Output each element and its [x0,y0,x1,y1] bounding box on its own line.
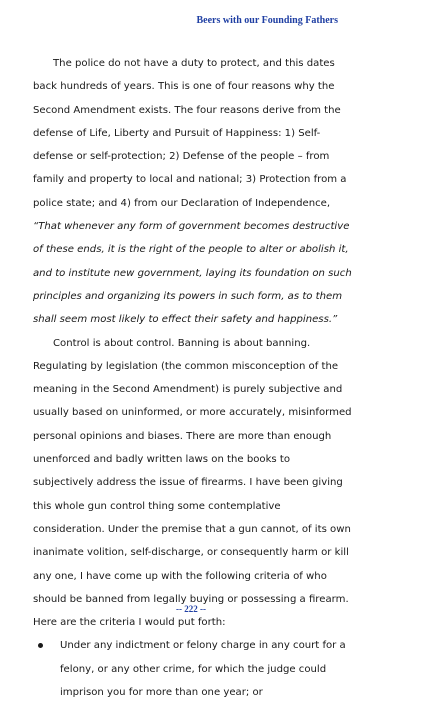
bullet-icon [38,643,43,648]
criteria-list [33,634,353,704]
list-item [35,634,353,704]
criteria-item-text: Under any indictment or felony charge in any court for a felony, or any other crime, for which the judge could imprison you for more than one year; or [60,640,346,699]
declaration-quote: “That whenever any form of government becomes destructive of these ends, it is the right of the people to alter or abolish it, and to institute new government, laying its foundation on such principles and organizing its powers in such form, as to them shall seem most likely to effect their safety and happiness.” [33,221,352,326]
paragraph-1 [33,52,353,332]
paragraph-2: Control is about control. Banning is about banning. Regulating by legislation (the common misconception of the meaning in the Second Amendment) is purely subjective and usually based on uninformed, or more accurately, misinformed personal opinions and biases. There are more than enough unenforced and badly written laws on the books to subjectively address the issue of firearms. I have been giving this whole gun control thing some contemplative consideration. Under the premise that a gun cannot, of its own inanimate volition, self-discharge, or consequently harm or kill any one, I have come up with the following criteria of who should be banned from legally buying or possessing a firearm. Here are the criteria I would put forth: [33,337,352,629]
running-header: Beers with our Founding Fathers [196,15,338,26]
page-number: -- 222 -- [176,604,206,614]
paragraph-1-text: The police do not have a duty to protect, and this dates back hundreds of years. This is one of four reasons why the Second Amendment exists. The four reasons derive from the defense of Life, Liberty and Pursuit of Happiness: 1) Self-defense or self-protection; 2) Defense of the people – from family and property to local and national; 3) Protection from a police state; and 4) from our Declaration of Independence, [33,58,347,209]
